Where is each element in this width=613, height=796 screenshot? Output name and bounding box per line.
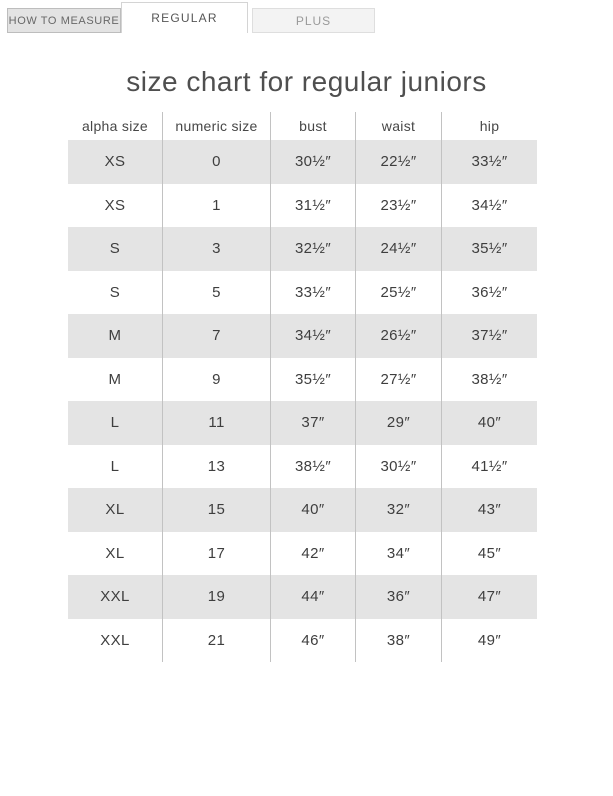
cell-alpha-size: XL	[68, 532, 163, 576]
tab-how-to-measure[interactable]: HOW TO MEASURE	[7, 8, 121, 33]
cell-bust: 38½″	[271, 445, 356, 489]
cell-hip: 33½″	[471, 153, 508, 171]
cell-hip: 49″	[477, 631, 502, 649]
cell-bust: 32½″	[271, 227, 356, 271]
size-table	[68, 112, 537, 662]
cell-bust: 46″	[271, 619, 356, 663]
column-header-bust: bust	[271, 112, 356, 140]
column-header-numeric-size: numeric size	[163, 112, 271, 140]
column-header-alpha-size: alpha size	[68, 112, 163, 140]
cell-bust: 31½″	[271, 184, 356, 228]
cell-hip: 45″	[477, 544, 502, 562]
cell-waist: 26½″	[356, 314, 442, 358]
cell-alpha-size: XXL	[68, 619, 163, 663]
cell-alpha-size: L	[68, 401, 163, 445]
table-row	[68, 271, 537, 315]
cell-alpha-size: S	[68, 271, 163, 315]
table-row	[68, 445, 537, 489]
cell-waist: 23½″	[356, 184, 442, 228]
cell-alpha-size: XS	[68, 140, 163, 184]
cell-numeric-size: 3	[163, 227, 271, 271]
table-row	[68, 575, 537, 619]
table-row	[68, 401, 537, 445]
cell-alpha-size: S	[68, 227, 163, 271]
cell-bust: 40″	[271, 488, 356, 532]
cell-waist: 22½″	[356, 140, 442, 184]
cell-hip: 43″	[477, 501, 502, 519]
cell-alpha-size: XS	[68, 184, 163, 228]
cell-numeric-size: 1	[163, 184, 271, 228]
column-header-waist: waist	[356, 112, 442, 140]
cell-bust: 34½″	[271, 314, 356, 358]
cell-alpha-size: M	[68, 358, 163, 402]
cell-numeric-size: 11	[163, 401, 271, 445]
cell-bust: 42″	[271, 532, 356, 576]
tab-bar	[7, 0, 375, 33]
cell-numeric-size: 0	[163, 140, 271, 184]
table-header-row	[68, 112, 537, 140]
cell-alpha-size: L	[68, 445, 163, 489]
table-row	[68, 488, 537, 532]
cell-bust: 37″	[271, 401, 356, 445]
cell-bust: 35½″	[271, 358, 356, 402]
cell-waist: 27½″	[356, 358, 442, 402]
cell-waist: 29″	[356, 401, 442, 445]
cell-hip: 41½″	[471, 457, 508, 475]
table-row	[68, 140, 537, 184]
table-row	[68, 532, 537, 576]
cell-bust: 33½″	[271, 271, 356, 315]
cell-bust: 30½″	[271, 140, 356, 184]
tab-plus[interactable]: PLUS	[252, 8, 375, 33]
table-row	[68, 314, 537, 358]
cell-numeric-size: 9	[163, 358, 271, 402]
table-row	[68, 358, 537, 402]
cell-numeric-size: 7	[163, 314, 271, 358]
column-header-hip: hip	[479, 118, 500, 134]
table-row	[68, 227, 537, 271]
cell-numeric-size: 17	[163, 532, 271, 576]
table-row	[68, 619, 537, 663]
cell-waist: 36″	[356, 575, 442, 619]
tab-regular[interactable]: REGULAR	[121, 2, 248, 33]
cell-bust: 44″	[271, 575, 356, 619]
cell-hip: 34½″	[471, 196, 508, 214]
cell-hip: 38½″	[471, 370, 508, 388]
cell-waist: 25½″	[356, 271, 442, 315]
cell-numeric-size: 13	[163, 445, 271, 489]
cell-hip: 47″	[477, 588, 502, 606]
cell-hip: 37½″	[471, 327, 508, 345]
cell-waist: 32″	[356, 488, 442, 532]
cell-hip: 40″	[477, 414, 502, 432]
cell-waist: 34″	[356, 532, 442, 576]
cell-alpha-size: XXL	[68, 575, 163, 619]
cell-hip: 35½″	[471, 240, 508, 258]
table-row	[68, 184, 537, 228]
cell-numeric-size: 15	[163, 488, 271, 532]
cell-hip: 36½″	[471, 283, 508, 301]
cell-waist: 24½″	[356, 227, 442, 271]
page-title: size chart for regular juniors	[126, 66, 487, 97]
cell-waist: 30½″	[356, 445, 442, 489]
cell-alpha-size: M	[68, 314, 163, 358]
cell-numeric-size: 5	[163, 271, 271, 315]
cell-numeric-size: 19	[163, 575, 271, 619]
cell-numeric-size: 21	[163, 619, 271, 663]
cell-alpha-size: XL	[68, 488, 163, 532]
cell-waist: 38″	[356, 619, 442, 663]
